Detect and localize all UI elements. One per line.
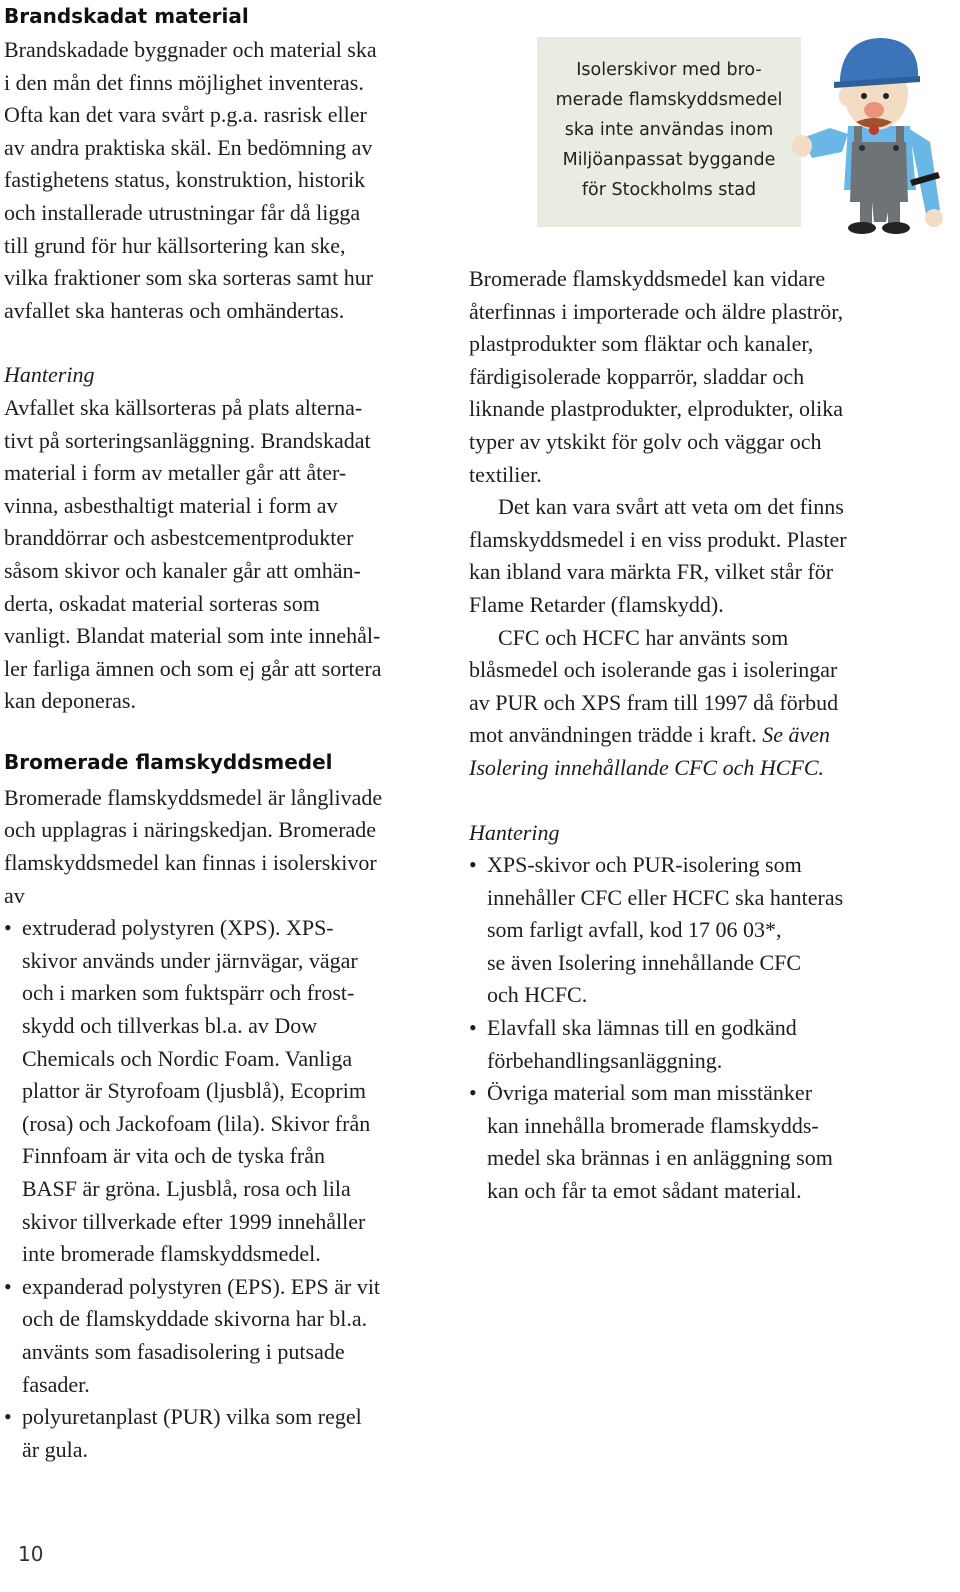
text-line: kan deponeras. bbox=[4, 688, 136, 714]
callout-line: Miljöanpassat byggande bbox=[562, 150, 776, 170]
text-line: medel ska brännas i en anläggning som bbox=[487, 1145, 833, 1171]
callout-box bbox=[537, 37, 801, 227]
text-line: plattor är Styrofoam (ljusblå), Ecoprim bbox=[22, 1078, 366, 1104]
text-line: förbehandlingsanläggning. bbox=[487, 1047, 723, 1073]
text-line: typer av ytskikt för golv och väggar och bbox=[469, 428, 822, 454]
text-line: se även Isolering innehållande CFC bbox=[487, 949, 802, 975]
callout-line: Isolerskivor med bro- bbox=[576, 60, 762, 80]
text-line: branddörrar och asbestcementprodukter bbox=[4, 525, 354, 551]
text-line: och upplagras i näringskedjan. Bromerade bbox=[4, 817, 377, 843]
text-line: innehåller CFC eller HCFC ska hanteras bbox=[487, 884, 844, 910]
text-line: Bromerade flamskyddsmedel kan vidare bbox=[469, 266, 826, 291]
text-line: extruderad polystyren (XPS). XPS- bbox=[22, 915, 334, 941]
text-line: ler farliga ämnen och som ej går att sortera bbox=[4, 655, 382, 681]
text-line: och installerade utrustningar får då ligga bbox=[4, 199, 361, 225]
text-line: kan och får ta emot sådant material. bbox=[487, 1178, 802, 1204]
paragraph-svart-att-veta bbox=[469, 491, 939, 621]
text-line: Det kan vara svårt att veta om det finns bbox=[498, 494, 844, 520]
text-line: vilka fraktioner som ska sorteras samt hur bbox=[4, 265, 374, 291]
heading-bromerade: Bromerade flamskyddsmedel bbox=[4, 749, 333, 774]
text-line: inte bromerade flamskyddsmedel. bbox=[22, 1241, 321, 1267]
text-line: avfallet ska hanteras och omhändertas. bbox=[4, 297, 345, 323]
text-line: kan innehålla bromerade flamskydds- bbox=[487, 1112, 819, 1138]
list-item bbox=[469, 1012, 939, 1077]
text-line: i den mån det finns möjlighet inventeras. bbox=[4, 69, 364, 95]
paragraph-cfc-hcfc bbox=[469, 622, 939, 785]
text-line: kan ibland vara märkta FR, vilket står för bbox=[469, 559, 834, 585]
text-line: mot användningen trädde i kraft. bbox=[469, 722, 757, 748]
text-line: flamskyddsmedel i en viss produkt. Plaster bbox=[469, 526, 847, 552]
text-line: av andra praktiska skäl. En bedömning av bbox=[4, 134, 373, 160]
text-line: skivor tillverkade efter 1999 innehåller bbox=[22, 1208, 366, 1234]
text-line: som farligt avfall, kod 17 06 03*, bbox=[487, 917, 782, 943]
text-line: Elavfall ska lämnas till en godkänd bbox=[487, 1015, 797, 1041]
bullet-list-isolerskivor bbox=[4, 912, 444, 1466]
subheading-hantering: Hantering bbox=[469, 819, 560, 845]
bullet-list-hantering bbox=[469, 849, 939, 1208]
text-line: flamskyddsmedel kan finnas i isolerskivor bbox=[4, 850, 377, 876]
text-line: färdigisolerade kopparrör, sladdar och bbox=[469, 363, 805, 389]
text-line: expanderad polystyren (EPS). EPS är vit bbox=[22, 1273, 381, 1299]
text-line: XPS-skivor och PUR-isolering som bbox=[487, 852, 802, 878]
paragraph-bromerade-vidare bbox=[469, 263, 939, 491]
text-line: återfinnas i importerade och äldre plaströr, bbox=[469, 298, 844, 324]
cross-reference: Se även bbox=[762, 722, 831, 748]
text-line: textilier. bbox=[469, 461, 542, 487]
paragraph-bromerade bbox=[4, 782, 444, 912]
worker-character-icon bbox=[790, 30, 950, 235]
page-number: 10 bbox=[18, 1542, 44, 1566]
text-line: plastprodukter som fläktar och kanaler, bbox=[469, 331, 814, 357]
callout-line: för Stockholms stad bbox=[581, 180, 757, 200]
text-line: polyuretanplast (PUR) vilka som regel bbox=[22, 1404, 362, 1430]
text-line: till grund för hur källsortering kan ske, bbox=[4, 232, 346, 258]
list-item bbox=[4, 1271, 444, 1401]
heading-brandskadat: Brandskadat material bbox=[4, 4, 249, 28]
text-line: liknande plastprodukter, elprodukter, olika bbox=[469, 396, 843, 422]
list-item bbox=[469, 849, 939, 1012]
text-line: Övriga material som man misstänker bbox=[487, 1080, 813, 1106]
text-line: vanligt. Blandat material som inte innehål- bbox=[4, 623, 381, 649]
text-line: skivor används under järnvägar, vägar bbox=[22, 947, 358, 973]
text-line: Brandskadade byggnader och material ska bbox=[4, 37, 377, 62]
text-line: material i form av metaller går att åter- bbox=[4, 460, 347, 486]
text-line: av bbox=[4, 882, 25, 908]
subheading-hantering: Hantering bbox=[4, 362, 95, 388]
paragraph-brandskadat bbox=[4, 34, 444, 327]
callout-line: merade flamskyddsmedel bbox=[555, 90, 783, 110]
text-line: Avfallet ska källsorteras på plats alterna- bbox=[4, 394, 363, 420]
text-line: tivt på sorteringsanläggning. Brandskadat bbox=[4, 427, 371, 453]
text-line: Bromerade flamskyddsmedel är långlivade bbox=[4, 784, 383, 810]
text-line: fastighetens status, konstruktion, historik bbox=[4, 167, 366, 193]
text-line: och i marken som fuktspärr och frost- bbox=[22, 980, 355, 1006]
list-item bbox=[4, 1401, 444, 1466]
list-item bbox=[4, 912, 444, 1271]
text-line: Chemicals och Nordic Foam. Vanliga bbox=[22, 1045, 353, 1071]
text-line: är gula. bbox=[22, 1436, 88, 1462]
text-line: och HCFC. bbox=[487, 982, 588, 1008]
text-line: (rosa) och Jackofoam (lila). Skivor från bbox=[22, 1110, 371, 1136]
text-line: av PUR och XPS fram till 1997 då förbud bbox=[469, 689, 839, 715]
text-line: vinna, asbesthaltigt material i form av bbox=[4, 492, 338, 518]
text-line: fasader. bbox=[22, 1371, 90, 1397]
text-line: CFC och HCFC har använts som bbox=[498, 624, 789, 650]
text-line: såsom skivor och kanaler går att omhän- bbox=[4, 557, 361, 583]
list-item bbox=[469, 1077, 939, 1207]
text-line: och de flamskyddade skivorna har bl.a. bbox=[22, 1306, 368, 1332]
text-line: Ofta kan det vara svårt p.g.a. rasrisk eller bbox=[4, 102, 367, 128]
right-column bbox=[469, 263, 939, 1208]
text-line: Finnfoam är vita och de tyska från bbox=[22, 1143, 326, 1169]
text-line: BASF är gröna. Ljusblå, rosa och lila bbox=[22, 1176, 351, 1201]
text-line: Flame Retarder (flamskydd). bbox=[469, 591, 724, 617]
callout-line: ska inte användas inom bbox=[564, 120, 774, 140]
text-line: skydd och tillverkas bl.a. av Dow bbox=[22, 1013, 318, 1039]
text-line: använts som fasadisolering i putsade bbox=[22, 1338, 345, 1364]
left-column bbox=[4, 2, 444, 1466]
text-line: derta, oskadat material sorteras som bbox=[4, 590, 320, 616]
paragraph-hantering bbox=[4, 392, 444, 718]
text-line: blåsmedel och isolerande gas i isoleringar bbox=[469, 657, 838, 683]
cross-reference: Isolering innehållande CFC och HCFC. bbox=[469, 754, 825, 780]
